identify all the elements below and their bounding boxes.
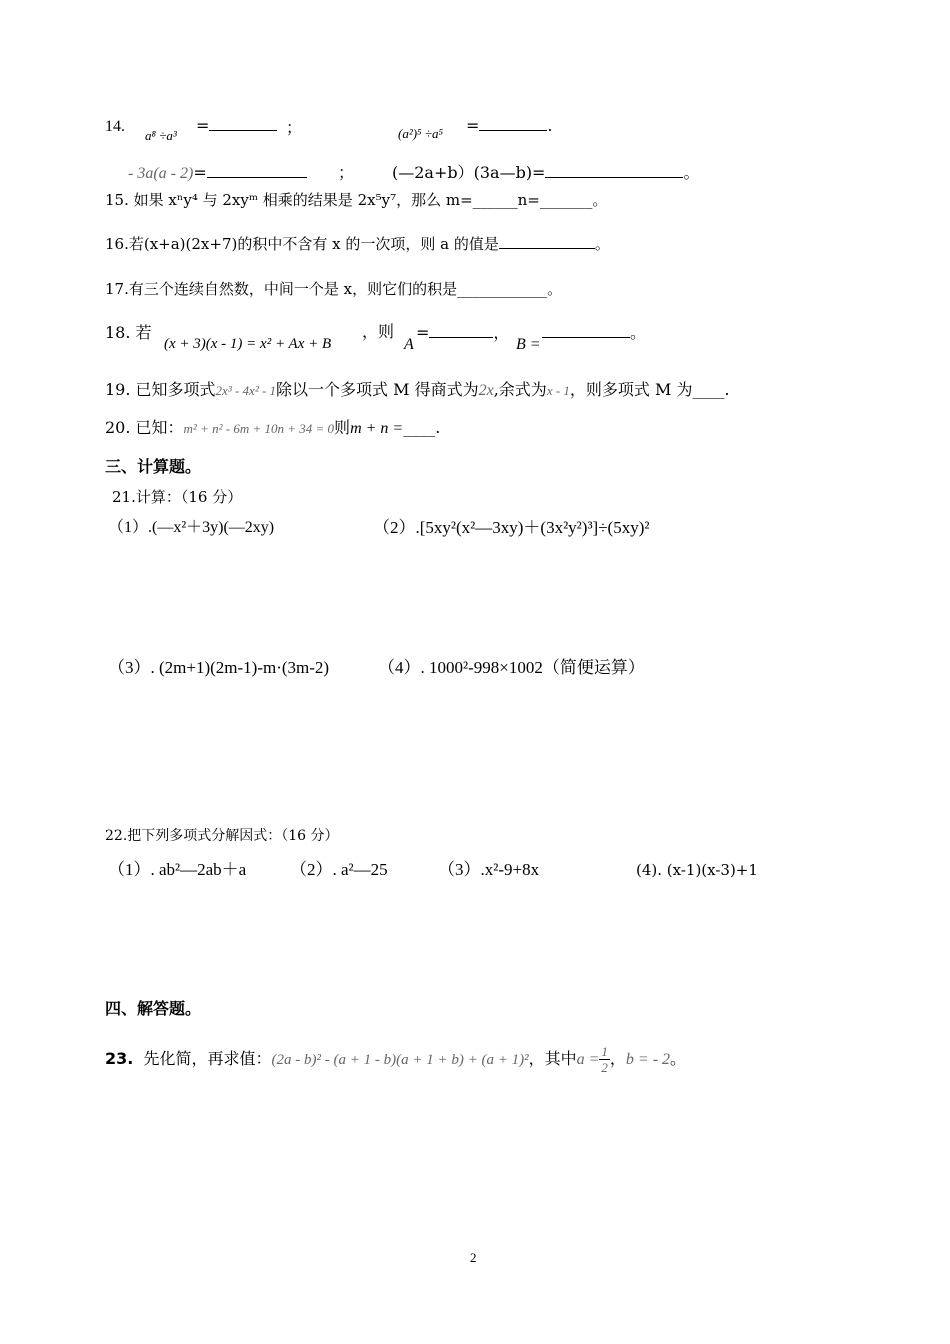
q18-end: 。 [630,323,647,342]
q15-line [105,190,607,210]
q20-expr: m + n = [350,420,404,437]
q14-sep2: ； [338,163,355,182]
q14-expr1: a⁸ ÷a³ [145,128,177,143]
q21-item2: （2）.[5xy²(x²—3xy)＋(3x²y²)³]÷(5xy)² [373,518,650,537]
q20-blank[interactable]: ____ [403,418,436,437]
q16-text: 16.若(x+a)(2x+7)的积中不含有 x 的一次项，则 a 的值是 [105,235,499,253]
q21-item1: （1）.(—x²＋3y)(—2xy) [108,519,275,536]
q14-expr2: (a²)⁵ ÷a⁵ [398,126,443,141]
q14-expr3: - 3a(a - 2) [128,165,194,182]
q15-blank1[interactable]: ______ [472,191,518,209]
q23-number: 23. [105,1049,134,1068]
q19-end: . [724,380,730,399]
q14-blank4[interactable] [545,163,683,178]
q22-title: 22.把下列多项式分解因式：（16 分） [105,828,339,844]
q19-line [105,380,730,401]
q19-p3: ,余式为 [493,380,547,399]
q19-p4: ，则多项式 M 为 [569,380,693,399]
q14-line1 [105,116,125,137]
q18-a-answer [416,323,509,343]
q15-mid: n= [517,191,540,209]
q14-eq2-sign: = [466,116,480,135]
q17-blank[interactable]: ____________ [457,280,548,298]
q14-end2: 。 [683,163,700,182]
q20-eqn: m² + n² - 6m + 10n + 34 = 0 [183,421,335,436]
q19-poly: 2x³ - 4x² - 1 [215,383,277,398]
q23-fraction [599,1044,610,1075]
q18-comma: ， [493,323,510,342]
q21-item3: （3）. (2m+1)(2m-1)-m·(3m-2) [108,658,330,677]
q14-blank2[interactable] [479,116,547,131]
q14-number: 14. [105,118,125,135]
q22-item3: （3）.x²-9+8x [438,860,540,879]
q19-p2: 除以一个多项式 M 得商式为 [276,380,479,399]
q18-b-label: B = [516,336,541,353]
q23-expr: (2a - b)² - (a + 1 - b)(a + 1 + b) + (a + 1)² [271,1052,529,1068]
q19-blank[interactable]: ____ [692,380,725,399]
q14-eq2 [466,116,553,136]
q23-line [105,1044,686,1075]
q18-num: 18. 若 [105,323,152,342]
section-4-title: 四、解答题。 [105,999,202,1018]
q23-b-eq: b = - 2 [625,1051,671,1068]
q18-expr: (x + 3)(x - 1) = x² + Ax + B [164,336,332,352]
q19-rem: x - 1 [546,383,570,398]
q20-line [105,418,440,439]
q21-title: 21.计算：（16 分） [112,488,243,506]
q14-blank1[interactable] [209,116,277,131]
page-number: 2 [470,1250,477,1265]
q14-sep: ； [286,118,303,137]
q15-blank2[interactable]: _______ [539,191,593,209]
q17-end: 。 [547,280,563,298]
q14-end: . [547,116,553,135]
section-3-title: 三、计算题。 [105,457,202,476]
q18-a-label: A [404,336,414,353]
q23-frac-num: 1 [601,1044,608,1059]
q18-mid: ，则 [362,322,395,341]
q14-line2 [128,163,307,184]
q15-prefix: 15. 如果 xⁿy⁴ 与 2xyᵐ 相乘的结果是 2x⁵y⁷，那么 m= [105,191,473,209]
q16-blank[interactable] [499,234,595,249]
q23-end: 。 [670,1049,687,1068]
q23-a-eq: a = [576,1051,600,1068]
q16-line [105,234,610,254]
q17-line [105,279,562,299]
q23-p1: 先化简，再求值： [143,1049,272,1068]
q14-blank3[interactable] [207,163,307,178]
q18-blank-a[interactable] [429,323,493,338]
q23-frac-den: 2 [601,1060,608,1075]
q22-item1: （1）. ab²—2ab＋a [108,860,247,879]
q20-p2: 则 [334,418,351,437]
q14-eq1-sign: = [196,116,210,135]
q21-item4: （4）. 1000²-998×1002（简便运算） [378,658,645,677]
q18-blank-b[interactable] [542,323,630,338]
q15-end: 。 [592,191,608,209]
q18-b-answer [542,323,646,343]
q23-comma: ， [609,1049,626,1068]
q19-quot: 2x [478,382,494,399]
q20-end: . [435,418,441,437]
q14-eq3: = [193,163,207,182]
q17-text: 17.有三个连续自然数，中间一个是 x，则它们的积是 [105,280,458,298]
q14-eq1 [196,116,277,136]
q18-eq: = [416,323,430,342]
q23-p2: ，其中 [528,1049,577,1068]
q22-item4: (4). (x-1)(x-3)+1 [636,861,758,879]
q22-item2: （2）. a²—25 [290,860,388,879]
q19-p1: 19. 已知多项式 [105,380,216,399]
q16-end: 。 [594,235,610,253]
q14-line2b [392,163,699,183]
q14-expr4: (—2a+b）(3a—b)= [392,163,546,182]
q20-p1: 20. 已知： [105,418,184,437]
